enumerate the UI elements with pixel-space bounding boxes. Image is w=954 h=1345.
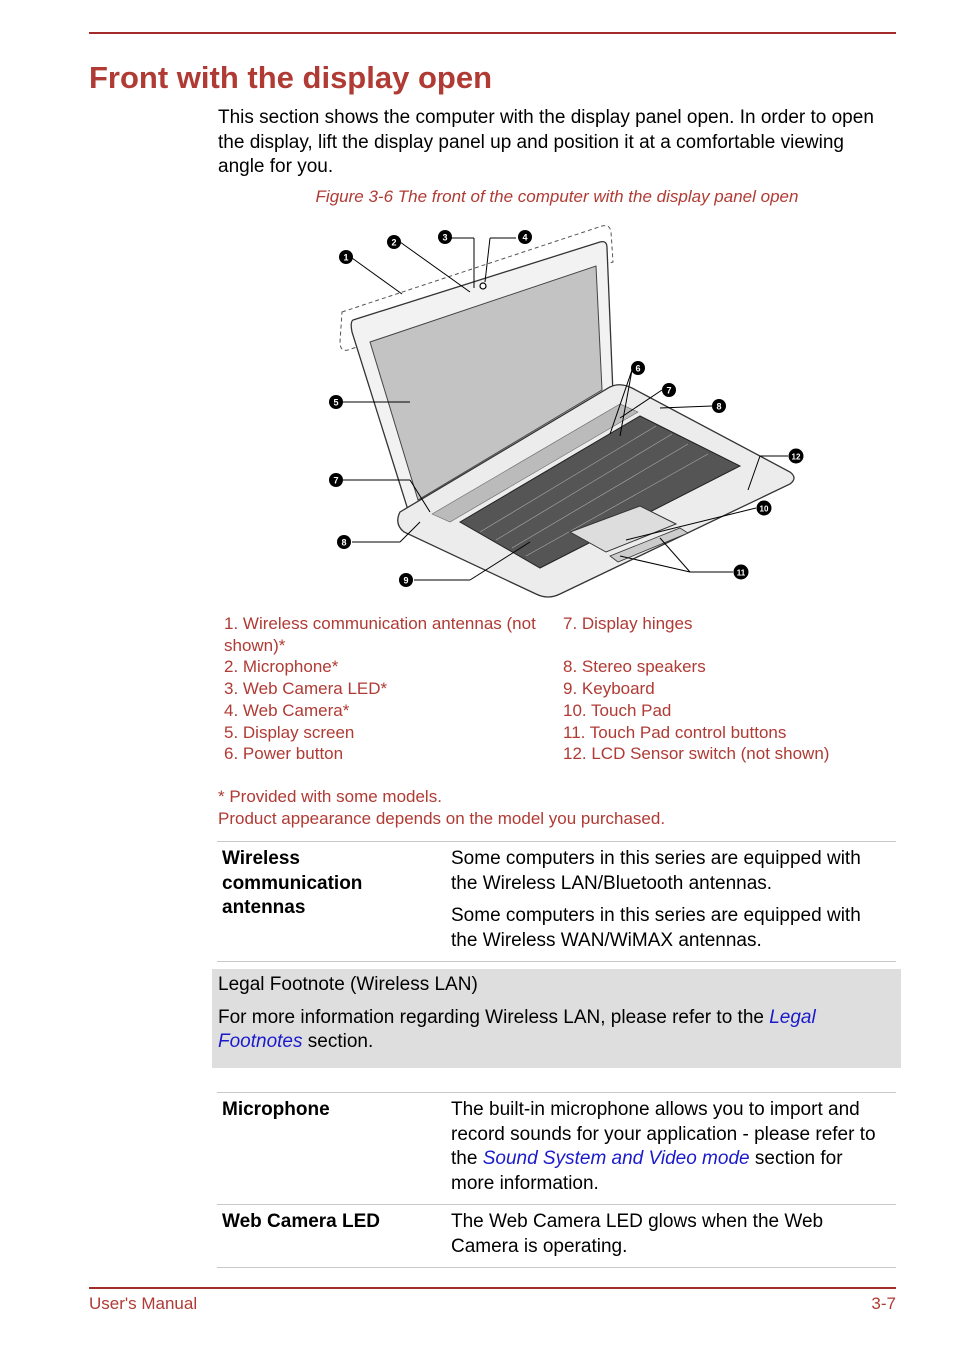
web-camera: [480, 283, 486, 289]
callout-8a: [712, 399, 726, 413]
legal-footnote-heading: Legal Footnote (Wireless LAN): [218, 974, 478, 995]
legend-item: 1. Wireless communication antennas (not shown)*: [224, 614, 536, 655]
legend-item: 6. Power button: [224, 744, 344, 764]
legend-item: 12. LCD Sensor switch (not shown): [563, 744, 830, 764]
legal-footnote-box: [212, 969, 901, 1068]
callout-9: [399, 573, 413, 587]
callout-6: [631, 361, 645, 375]
footer-manual: User's Manual: [89, 1294, 198, 1313]
mic-text-before: The built-in microphone allows you to import and record sounds for your application - please refer to the: [451, 1099, 876, 1169]
callout-label: 2: [391, 237, 397, 248]
table-row: [217, 842, 896, 962]
callout-label: 9: [403, 575, 409, 586]
legal-text-before: For more information regarding Wireless LAN, please refer to the: [218, 1006, 770, 1028]
callout-label: 3: [442, 232, 448, 243]
legal-footnotes-link[interactable]: Legal Footnotes: [218, 1006, 816, 1052]
desc-web-camera-led: The Web Camera LED glows when the Web Camera is operating.: [451, 1211, 824, 1257]
table-row: [217, 1205, 896, 1268]
figure-notes: [218, 786, 665, 830]
callout-label: 7: [666, 385, 672, 396]
callout-10: [757, 501, 772, 516]
callout-label: 10: [759, 504, 769, 514]
callout-8b: [337, 535, 351, 549]
mic-text-after: section for more information.: [451, 1148, 843, 1194]
callout-label: 6: [635, 363, 641, 374]
table-row: [217, 1093, 896, 1205]
legend-item: 2. Microphone*: [224, 657, 339, 677]
term-web-camera-led: Web Camera LED: [222, 1211, 381, 1232]
figure-caption: Figure 3-6 The front of the computer with the display panel open: [315, 187, 799, 206]
callout-5: [329, 395, 343, 409]
desc-paragraph: Some computers in this series are equipped with the Wireless LAN/Bluetooth antennas.: [451, 848, 861, 894]
callout-12: [789, 449, 804, 464]
callout-2: [387, 235, 401, 249]
legend-item: 7. Display hinges: [563, 614, 693, 633]
callout-7a: [662, 383, 676, 397]
note-appearance: Product appearance depends on the model you purchased.: [218, 809, 666, 828]
legend-right: [563, 613, 893, 765]
page-title: Front with the display open: [89, 60, 492, 95]
callout-label: 4: [522, 232, 528, 243]
callout-label: 1: [343, 252, 349, 263]
legend-left: [224, 613, 544, 765]
callout-label: 8: [716, 401, 722, 412]
callout-label: 7: [333, 475, 339, 486]
desc-paragraph: Some computers in this series are equipped with the Wireless WAN/WiMAX antennas.: [451, 905, 861, 951]
legend-item: 4. Web Camera*: [224, 700, 350, 720]
term-antennas: Wireless communication antennas: [222, 848, 363, 918]
legend-item: 10. Touch Pad: [563, 700, 672, 720]
callout-label: 12: [791, 452, 801, 462]
legal-footnote-text: [218, 1006, 895, 1055]
callout-11: [734, 565, 749, 580]
term-microphone: Microphone: [222, 1099, 330, 1120]
antenna-table: [217, 841, 896, 962]
desc-microphone: [446, 1093, 896, 1205]
legend-item: 11. Touch Pad control buttons: [563, 722, 787, 742]
callout-7b: [329, 473, 343, 487]
callout-label: 8: [341, 537, 347, 548]
callout-1: [339, 250, 353, 264]
legend-item: 3. Web Camera LED*: [224, 679, 388, 699]
header-rule: [89, 32, 896, 34]
legend-item: 9. Keyboard: [563, 679, 655, 699]
intro-paragraph: This section shows the computer with the display panel open. In order to open the display, lift the display panel up and position it at a comfortable viewing angle for you.: [218, 107, 874, 177]
legend-item: 5. Display screen: [224, 722, 355, 742]
callout-label: 11: [736, 568, 746, 578]
callout-4: [518, 230, 532, 244]
footer-page-number: 3-7: [871, 1294, 896, 1313]
callout-3: [438, 230, 452, 244]
legend-item: 8. Stereo speakers: [563, 657, 706, 677]
sound-system-link[interactable]: Sound System and Video mode: [482, 1148, 750, 1169]
desc-antennas: [446, 842, 896, 962]
feature-table: [217, 1092, 896, 1268]
footer-rule: [89, 1287, 896, 1289]
legal-text-after: section.: [302, 1031, 374, 1052]
callout-label: 5: [333, 397, 339, 408]
note-models: * Provided with some models.: [218, 787, 442, 806]
laptop-figure: [320, 222, 820, 602]
